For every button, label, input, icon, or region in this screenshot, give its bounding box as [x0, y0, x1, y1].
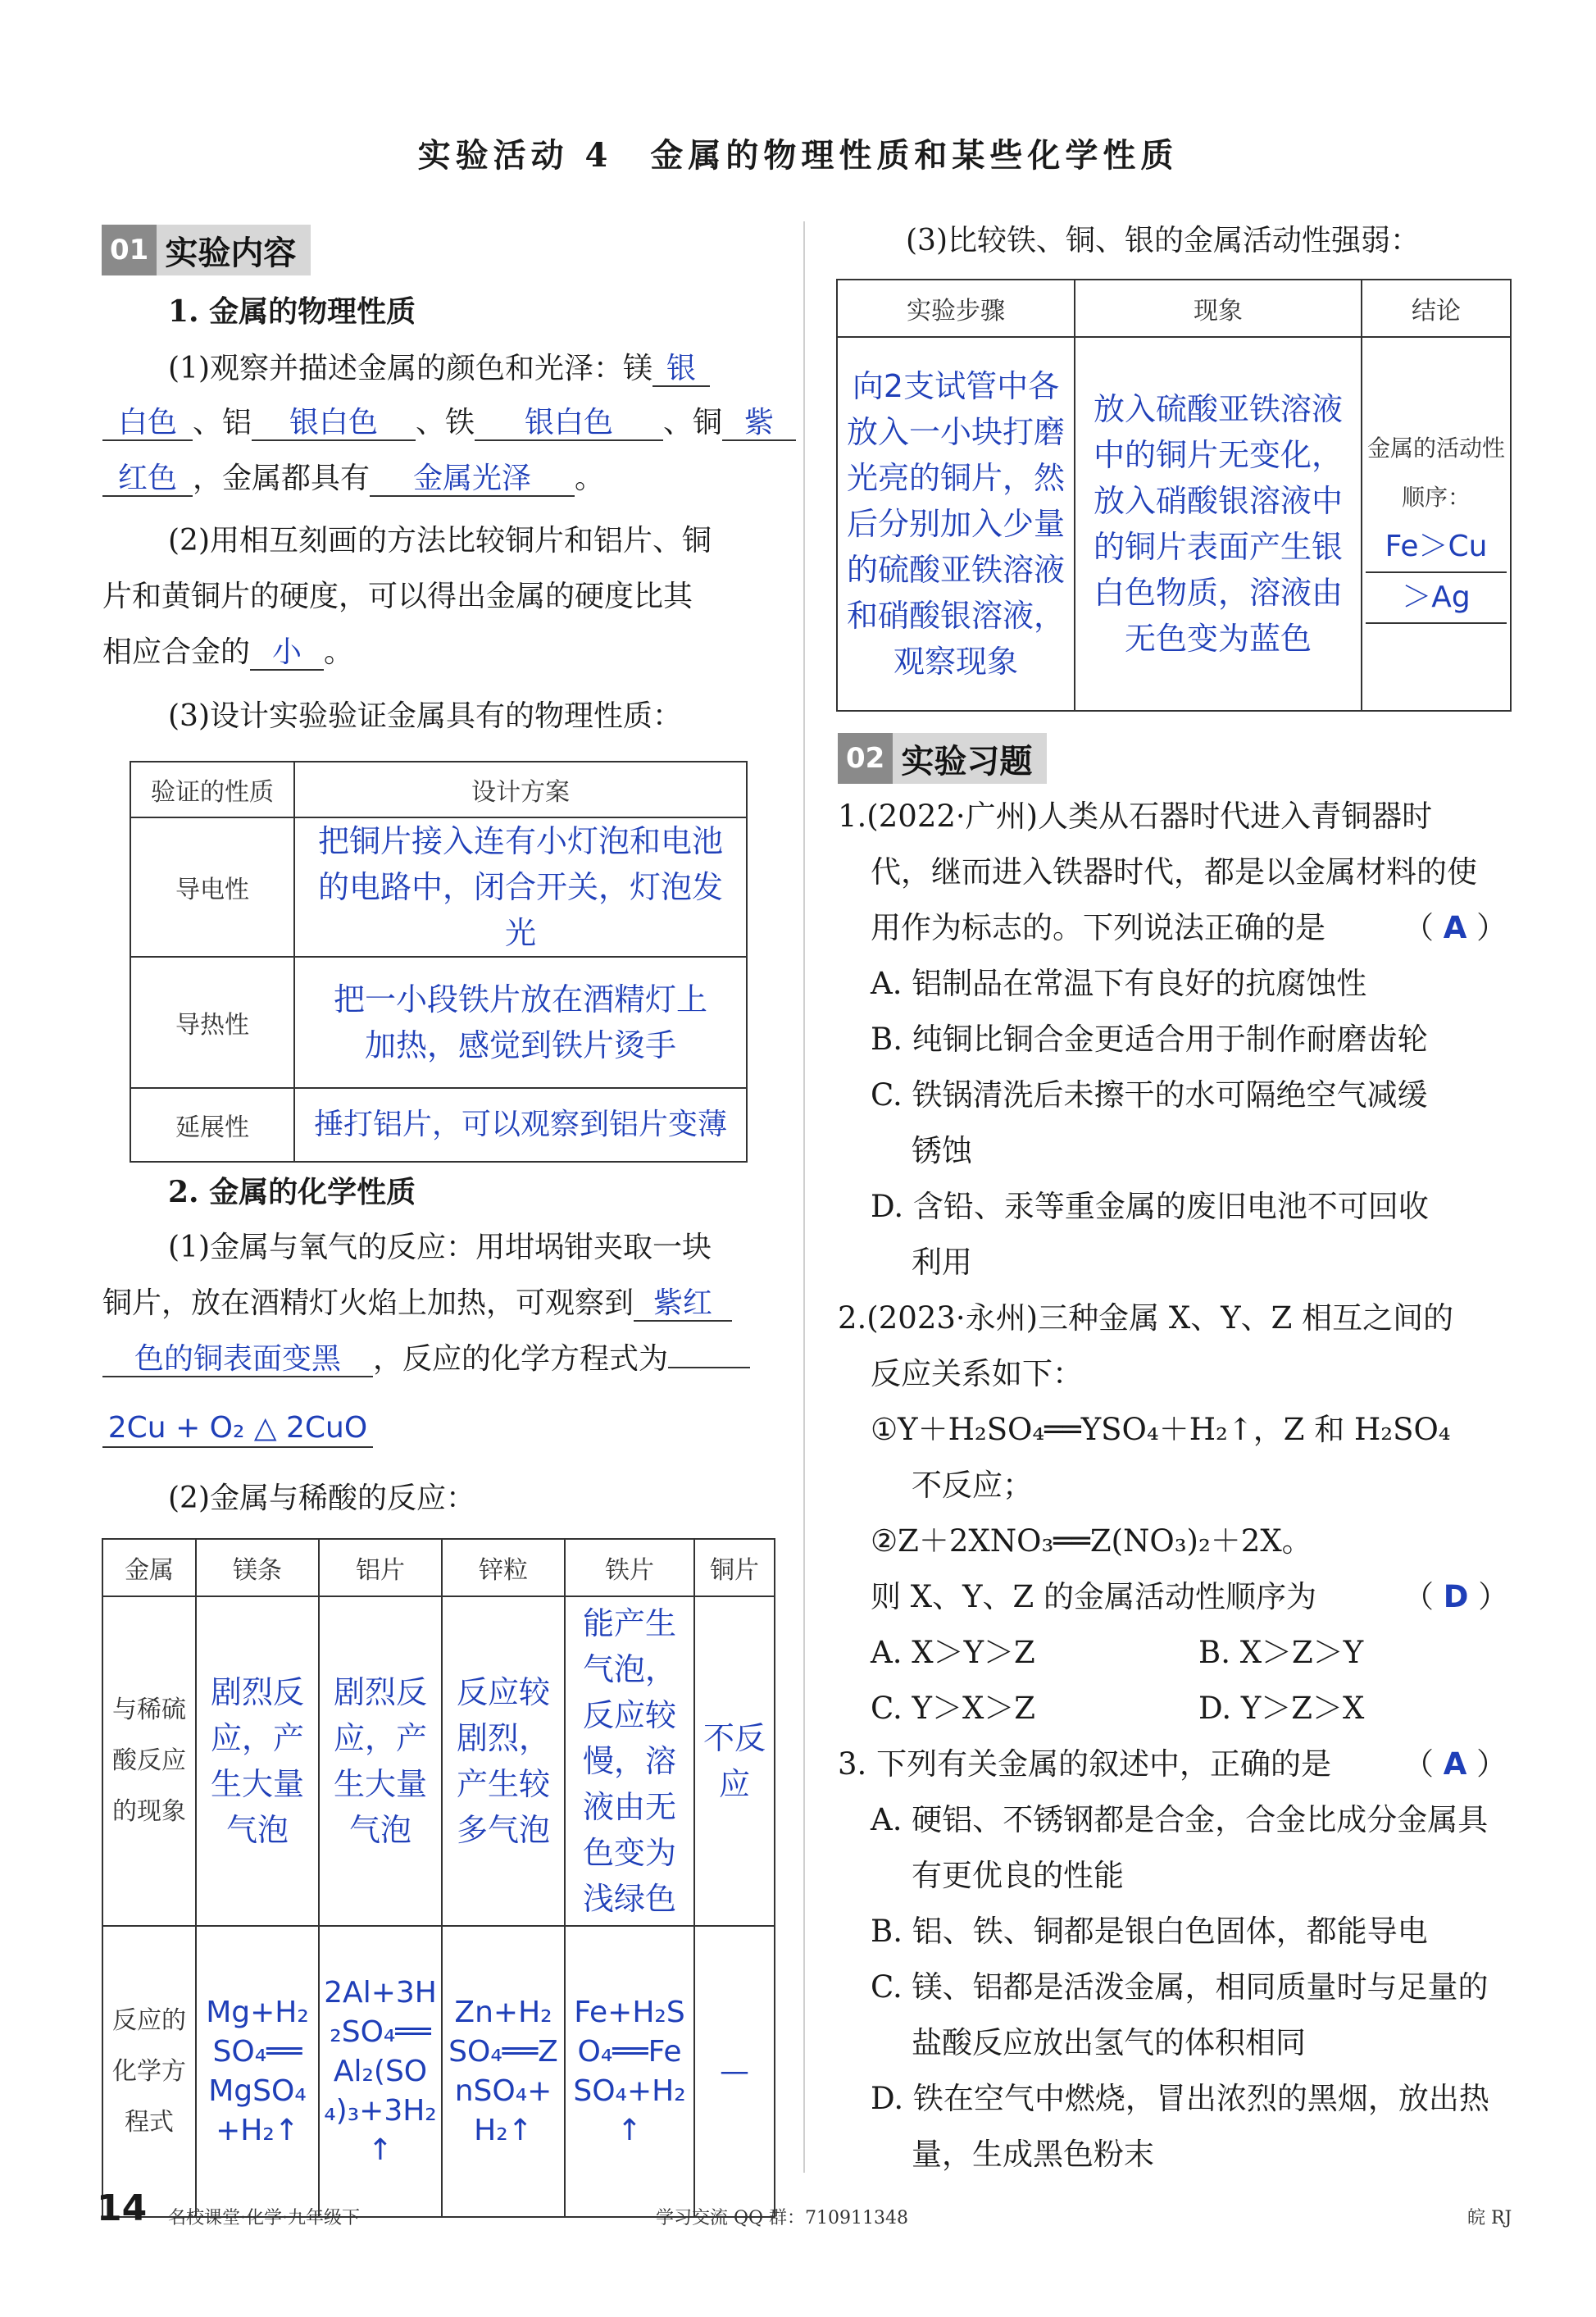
section-number: 02 [838, 733, 893, 784]
q1-option: C. 铁锅清洗后未擦干的水可隔绝空气减缓 [871, 1077, 1428, 1113]
table-header: 设计方案 [294, 762, 747, 817]
table-header: 结论 [1362, 280, 1511, 337]
equation-cell: 2Al+3H₂SO₄══Al₂(SO₄)₃+3H₂↑ [319, 1926, 442, 2217]
step-cell: 向2支试管中各放入一小块打磨光亮的铜片，然后分别加入少量的硫酸亚铁溶液和硝酸银溶液，观察现象 [837, 337, 1075, 711]
q2-stem-2: 反应关系如下： [871, 1356, 1083, 1391]
blank-al: 银白色 [252, 407, 416, 441]
section-badge-01 [102, 225, 311, 275]
text: 。 [324, 635, 354, 669]
q2-ask: 则 X、Y、Z 的金属活动性顺序为 [871, 1579, 1316, 1614]
q2-eq1b: 不反应； [912, 1468, 1033, 1503]
oxygen-line1: (1)金属与氧气的反应：用坩埚钳夹取一块 [168, 1231, 712, 1264]
row-label: 反应的化学方程式 [102, 1926, 196, 2217]
text: 、铜 [663, 406, 723, 439]
text: 、铁 [416, 406, 475, 439]
oxygen-line2 [102, 1286, 732, 1322]
page-number: 14 [97, 2187, 148, 2229]
q1-option: B. 纯铜比铜合金更适合用于制作耐磨齿轮 [871, 1022, 1428, 1057]
chemical-heading: 2. 金属的化学性质 [168, 1175, 416, 1209]
blank-oxygen-1: 紫红 [634, 1287, 732, 1322]
q1-option: D. 含铅、汞等重金属的废旧电池不可回收 [871, 1189, 1429, 1224]
hardness-line3 [102, 635, 353, 671]
q1-option-cont: 锈蚀 [912, 1133, 972, 1168]
conclusion-prefix: 金属的活动性顺序： [1366, 435, 1505, 511]
table-header: 现象 [1075, 280, 1362, 337]
phenomenon-cell: 反应较剧烈，产生较多气泡 [442, 1596, 565, 1926]
phenomenon-cell: 能产生气泡，反应较慢，溶液由无色变为浅绿色 [565, 1596, 694, 1926]
book-title: 名校课堂·化学·九年级下 [168, 2208, 360, 2228]
blank-cu-1: 紫 [722, 407, 796, 441]
activity-table [836, 279, 1512, 712]
q3-stem: 3. 下列有关金属的叙述中，正确的是 [838, 1746, 1332, 1782]
phenomenon-cell: 剧烈反应，产生大量气泡 [196, 1596, 319, 1926]
conclusion-line2: ＞Ag [1366, 573, 1507, 624]
edition-label: 皖 RJ [1467, 2208, 1512, 2228]
page-title: 实验活动 4 金属的物理性质和某些化学性质 [417, 136, 1179, 175]
q2-eq2: ②Z＋2XNO₃══Z(NO₃)₂＋2X。 [871, 1523, 1312, 1559]
text: 。 [575, 462, 605, 495]
plan-cell: 把铜片接入连有小灯泡和电池的电路中，闭合开关，灯泡发光 [294, 817, 747, 957]
text: 用作为标志的。下列说法正确的是 [871, 910, 1325, 945]
column-divider [803, 221, 805, 2173]
q2-option: A. X＞Y＞Z [871, 1635, 1035, 1670]
plan-cell: 把一小段铁片放在酒精灯上加热，感觉到铁片烫手 [294, 957, 747, 1088]
row-label: 与稀硫酸反应的现象 [102, 1596, 196, 1926]
table-header: 实验步骤 [837, 280, 1075, 337]
color-question-line3 [102, 461, 604, 497]
acid-question: (2)金属与稀酸的反应： [168, 1482, 475, 1515]
blank-hardness: 小 [250, 636, 324, 671]
blank-oxygen-2: 色的铜表面变黑 [102, 1343, 373, 1377]
q3-option: C. 镁、铝都是活泼金属，相同质量时与足量的 [871, 1969, 1489, 2005]
phenomenon-cell: 剧烈反应，产生大量气泡 [319, 1596, 442, 1926]
plan-cell: 捶打铝片，可以观察到铝片变薄 [294, 1088, 747, 1162]
hardness-line2: 片和黄铜片的硬度，可以得出金属的硬度比其 [102, 580, 693, 613]
property-cell: 导电性 [130, 817, 294, 957]
table-header: 锌粒 [442, 1539, 565, 1596]
table-header: 验证的性质 [130, 762, 294, 817]
table-header: 铁片 [565, 1539, 694, 1596]
conclusion-line1: Fe＞Cu [1366, 522, 1507, 573]
q2-option: B. X＞Z＞Y [1198, 1635, 1364, 1670]
equation-cell: — [694, 1926, 775, 2217]
phenomenon-cell: 放入硫酸亚铁溶液中的铜片无变化，放入硝酸银溶液中的铜片表面产生银白色物质，溶液由无色变为蓝色 [1075, 337, 1362, 711]
conclusion-cell [1362, 337, 1511, 711]
text: 相应合金的 [102, 635, 251, 669]
q1-option-cont: 利用 [912, 1245, 972, 1280]
text: 、铝 [193, 406, 252, 439]
q2-option: C. Y＞X＞Z [871, 1691, 1035, 1726]
q1-answer-box: （ A ） [1403, 910, 1507, 945]
q2-answer-box: （ D ） [1403, 1579, 1509, 1614]
phenomenon-cell: 不反应 [694, 1596, 775, 1926]
section-number: 01 [102, 225, 157, 275]
table-header: 镁条 [196, 1539, 319, 1596]
q1-stem-2: 代，继而进入铁器时代，都是以金属材料的使 [871, 854, 1477, 890]
acid-table [102, 1538, 775, 2218]
q2-answer: D [1443, 1579, 1469, 1614]
q3-option-cont: 有更优良的性能 [912, 1858, 1124, 1893]
property-cell: 延展性 [130, 1088, 294, 1162]
text: ，金属都具有 [193, 462, 371, 495]
q1-stem-1: 1.(2022·广州)人类从石器时代进入青铜器时 [838, 799, 1433, 834]
q3-answer-box: （ A ） [1403, 1746, 1507, 1782]
equation-cell: Mg+H₂SO₄══MgSO₄+H₂↑ [196, 1926, 319, 2217]
q3-option-cont: 量，生成黑色粉末 [912, 2137, 1154, 2172]
q3-option: D. 铁在空气中燃烧，冒出浓烈的黑烟，放出热 [871, 2081, 1489, 2116]
qq-group: 学习交流 QQ 群：710911348 [656, 2208, 909, 2228]
blank-fe: 银白色 [475, 407, 663, 441]
q1-stem-3 [871, 900, 1325, 956]
color-question [168, 351, 710, 387]
q3-option: A. 硬铝、不锈钢都是合金，合金比成分金属具 [871, 1802, 1489, 1837]
property-cell: 导热性 [130, 957, 294, 1088]
equation-cell: Zn+H₂SO₄══ZnSO₄+H₂↑ [442, 1926, 565, 2217]
blank-mg-1: 银 [652, 353, 710, 387]
table-header: 铝片 [319, 1539, 442, 1596]
q2-option: D. Y＞Z＞X [1198, 1691, 1365, 1726]
color-question-line2 [102, 405, 796, 441]
text: 铜片，放在酒精灯火焰上加热，可观察到 [102, 1286, 634, 1320]
section-badge-02 [838, 733, 1047, 784]
design-question: (3)设计实验验证金属具有的物理性质： [168, 699, 682, 733]
physical-table [130, 761, 748, 1163]
equation-cell: Fe+H₂SO₄══FeSO₄+H₂↑ [565, 1926, 694, 2217]
text: (1)观察并描述金属的颜色和光泽：镁 [168, 352, 652, 385]
blank-mg-2: 白色 [102, 407, 193, 441]
activity-intro: (3)比较铁、铜、银的金属活动性强弱： [906, 224, 1420, 257]
oxygen-equation: 2Cu + O₂ △ 2CuO [102, 1410, 373, 1448]
blank-cu-2: 红色 [102, 462, 193, 497]
q1-option: A. 铝制品在常温下有良好的抗腐蚀性 [871, 966, 1367, 1001]
hardness-line1: (2)用相互刻画的方法比较铜片和铝片、铜 [168, 524, 712, 558]
text: ，反应的化学方程式为 [373, 1342, 669, 1376]
section-label: 实验习题 [901, 742, 1033, 781]
section-label: 实验内容 [165, 234, 297, 272]
table-header: 金属 [102, 1539, 196, 1596]
q2-eq1: ①Y＋H₂SO₄══YSO₄＋H₂↑，Z 和 H₂SO₄ [871, 1412, 1451, 1447]
physical-heading: 1. 金属的物理性质 [168, 294, 416, 329]
table-header: 铜片 [694, 1539, 775, 1596]
blank-luster: 金属光泽 [370, 462, 575, 497]
q3-answer: A [1443, 1746, 1467, 1782]
q1-answer: A [1443, 910, 1467, 945]
blank-line [668, 1367, 750, 1368]
q3-option: B. 铝、铁、铜都是银白色固体，都能导电 [871, 1914, 1428, 1949]
q3-option-cont: 盐酸反应放出氢气的体积相同 [912, 2025, 1306, 2060]
q2-stem-1: 2.(2023·永州)三种金属 X、Y、Z 相互之间的 [838, 1300, 1454, 1336]
oxygen-line3 [102, 1341, 750, 1377]
